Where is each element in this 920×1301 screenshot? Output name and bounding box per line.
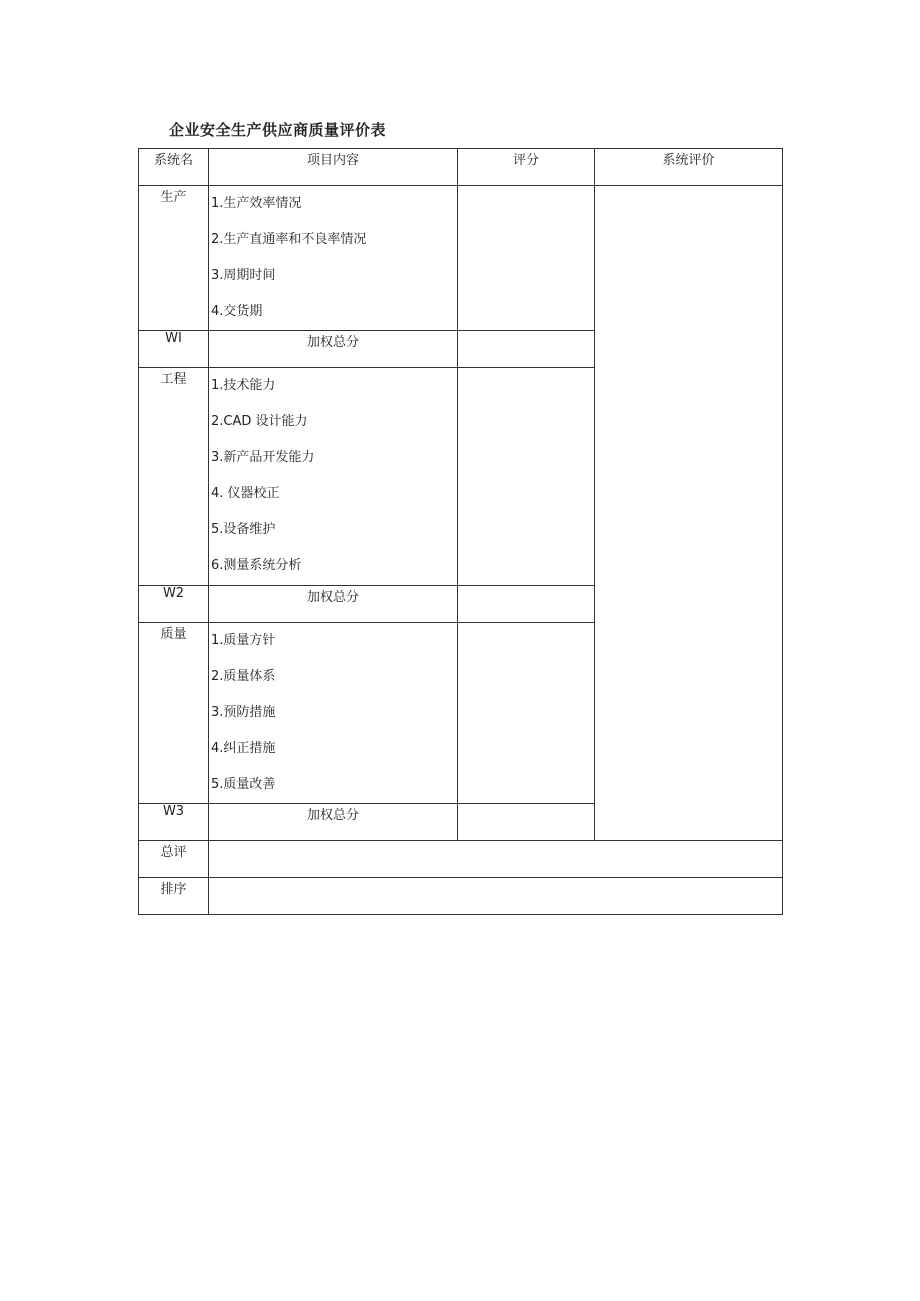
weight-label: 加权总分 xyxy=(209,331,458,368)
section-items-quality xyxy=(209,623,458,804)
score-cell-quality[interactable] xyxy=(458,623,595,804)
header-row xyxy=(139,149,783,186)
weight-code: WI xyxy=(139,331,209,368)
header-item-content: 项目内容 xyxy=(209,149,458,186)
total-evaluation-row xyxy=(139,841,783,878)
list-item: 2.生产直通率和不良率情况 xyxy=(211,232,367,247)
list-item: 3.周期时间 xyxy=(211,268,276,283)
section-name-production: 生产 xyxy=(139,186,209,331)
list-item: 2.质量体系 xyxy=(211,669,276,684)
section-items-production xyxy=(209,186,458,331)
weight-score-cell[interactable] xyxy=(458,586,595,623)
evaluation-table xyxy=(138,148,783,915)
score-cell-production[interactable] xyxy=(458,186,595,331)
header-score: 评分 xyxy=(458,149,595,186)
weight-score-cell[interactable] xyxy=(458,331,595,368)
ranking-label: 排序 xyxy=(139,878,209,915)
list-item: 4.交货期 xyxy=(211,304,263,319)
system-evaluation-cell[interactable] xyxy=(595,186,783,841)
score-cell-engineering[interactable] xyxy=(458,368,595,586)
list-item: 3.新产品开发能力 xyxy=(211,450,315,465)
list-item: 5.设备维护 xyxy=(211,522,276,537)
ranking-cell[interactable] xyxy=(209,878,783,915)
list-item: 3.预防措施 xyxy=(211,705,276,720)
section-name-engineering: 工程 xyxy=(139,368,209,586)
header-system-name: 系统名 xyxy=(139,149,209,186)
weight-code: W2 xyxy=(139,586,209,623)
weight-label: 加权总分 xyxy=(209,586,458,623)
total-evaluation-label: 总评 xyxy=(139,841,209,878)
ranking-row xyxy=(139,878,783,915)
list-item: 4.纠正措施 xyxy=(211,741,276,756)
header-system-evaluation: 系统评价 xyxy=(595,149,783,186)
list-item: 6.测量系统分析 xyxy=(211,558,302,573)
list-item: 1.生产效率情况 xyxy=(211,196,302,211)
weight-label: 加权总分 xyxy=(209,804,458,841)
list-item: 4. 仪器校正 xyxy=(211,486,280,501)
list-item: 5.质量改善 xyxy=(211,777,276,792)
section-row-production xyxy=(139,186,783,331)
page-title: 企业安全生产供应商质量评价表 xyxy=(169,121,387,139)
list-item: 2.CAD 设计能力 xyxy=(211,414,308,429)
weight-code: W3 xyxy=(139,804,209,841)
list-item: 1.质量方针 xyxy=(211,633,276,648)
section-items-engineering xyxy=(209,368,458,586)
weight-score-cell[interactable] xyxy=(458,804,595,841)
total-evaluation-cell[interactable] xyxy=(209,841,783,878)
section-name-quality: 质量 xyxy=(139,623,209,804)
list-item: 1.技术能力 xyxy=(211,378,276,393)
